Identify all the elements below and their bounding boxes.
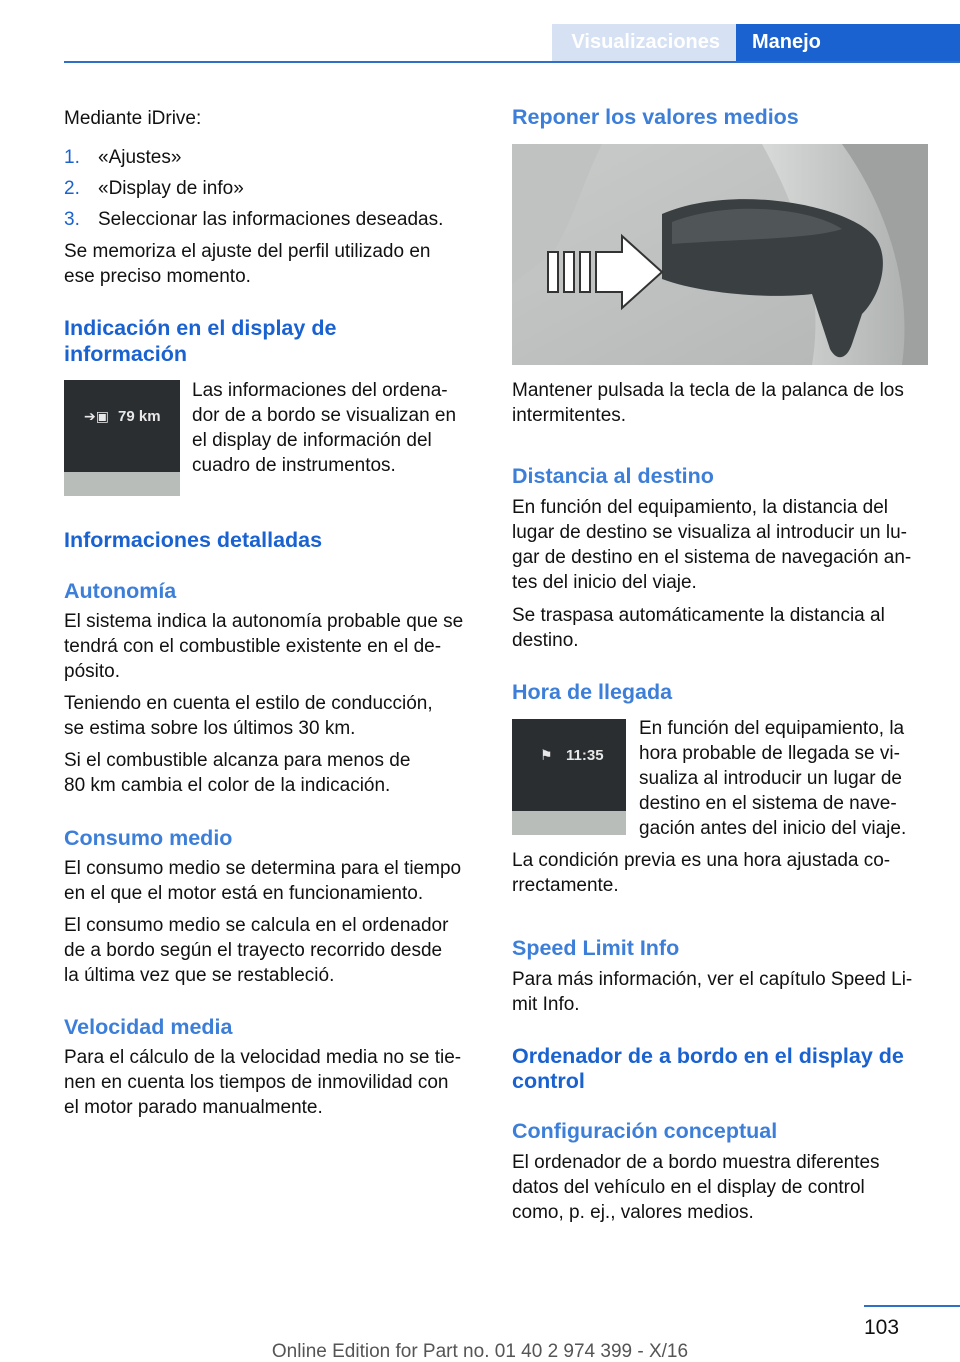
header-rule [64,61,960,63]
avg-speed-text: Para el cálculo de la velocidad media no se tie‐ [64,1047,462,1068]
heading-range: Autonomía [64,579,177,603]
range-text: se estima sobre los últimos 30 km. [64,718,356,739]
concept-text: datos del vehículo en el display de control [512,1177,865,1198]
list-item [64,176,484,201]
heading-avg-speed: Velocidad media [64,1015,233,1039]
heading-onboard-computer: control [512,1069,585,1093]
heading-onboard-computer: Ordenador de a bordo en el display de [512,1044,904,1068]
concept-text: como, p. ej., valores medios. [512,1202,754,1223]
consumption-text: de a bordo según el trayecto recorrido desde [64,940,443,961]
turn-signal-lever-image [512,144,928,365]
page-number: 103 [864,1316,900,1339]
info-text: cuadro de instrumentos. [192,455,396,476]
info-display-image [64,380,180,496]
heading-info-display: Indicación en el display de [64,316,337,340]
distance-text: destino. [512,630,579,651]
list-number: 3. [64,209,80,230]
heading-info-display: información [64,342,188,366]
info-text: dor de a bordo se visualizan en [192,405,457,426]
distance-text: En función del equipamiento, la distancia del [512,497,889,518]
display-strip [512,811,626,835]
memo-line: ese preciso momento. [64,266,251,287]
info-text: el display de información del [192,430,432,451]
consumption-text: El consumo medio se determina para el tiempo [64,858,462,879]
arrival-display-image [512,719,626,835]
heading-arrival: Hora de llegada [512,680,673,704]
distance-text: Se traspasa automáticamente la distancia al [512,605,885,626]
distance-text: tes del inicio del viaje. [512,572,697,593]
arrival-text: La condición previa es una hora ajustada co‐ [512,850,891,871]
intro-text: Mediante iDrive: [64,108,202,129]
speed-limit-text: Para más información, ver el capítulo Speed Li‐ [512,969,913,990]
distance-text: gar de destino en el sistema de navegación an‐ [512,547,912,568]
range-text: 80 km cambia el color de la indicación. [64,775,391,796]
range-text: El sistema indica la autonomía probable que se [64,611,464,632]
display-range-value: 79 km [118,408,161,425]
avg-speed-text: nen en cuenta los tiempos de inmovilidad con [64,1072,449,1093]
arrival-text: hora probable de llegada se vi‐ [639,743,900,764]
list-item [64,145,484,170]
header-tab-chapter: Manejo [736,24,960,61]
heading-distance: Distancia al destino [512,464,714,488]
arrival-text: rrectamente. [512,875,619,896]
consumption-text: en el que el motor está en funcionamiento. [64,883,424,904]
range-text: tendrá con el combustible existente en el de‐ [64,636,442,657]
header-tab-section: Visualizaciones [552,24,736,61]
heading-consumption: Consumo medio [64,826,233,850]
avg-speed-text: el motor parado manualmente. [64,1097,323,1118]
list-text: «Display de info» [98,178,244,199]
list-number: 1. [64,147,80,168]
distance-text: lugar de destino se visualiza al introducir un lu‐ [512,522,907,543]
speed-limit-text: mit Info. [512,994,580,1015]
list-number: 2. [64,178,80,199]
range-text: Teniendo en cuenta el estilo de conducción, [64,693,433,714]
display-clock-value: 11:35 [566,747,604,764]
consumption-text: la última vez que se restableció. [64,965,335,986]
arrival-text: En función del equipamiento, la [639,718,905,739]
list-text: Seleccionar las informaciones deseadas. [98,209,444,230]
concept-text: El ordenador de a bordo muestra diferentes [512,1152,880,1173]
info-text: Las informaciones del ordena‐ [192,380,448,401]
edition-footer: Online Edition for Part no. 01 40 2 974 399 - X/16 [271,1341,689,1362]
range-text: pósito. [64,661,120,682]
flag-icon: ⚑ [540,747,553,763]
heading-concept: Configuración conceptual [512,1119,778,1143]
range-text: Si el combustible alcanza para menos de [64,750,411,771]
heading-speed-limit-info: Speed Limit Info [512,936,680,960]
heading-details: Informaciones detalladas [64,528,323,552]
reset-text: Mantener pulsada la tecla de la palanca de los [512,380,904,401]
display-strip [64,472,180,496]
consumption-text: El consumo medio se calcula en el ordenador [64,915,449,936]
footer-rule [864,1305,960,1307]
arrival-text: destino en el sistema de nave‐ [639,793,897,814]
memo-line: Se memoriza el ajuste del perfil utilizado en [64,241,431,262]
heading-reset: Reponer los valores medios [512,105,799,129]
reset-text: intermitentes. [512,405,627,426]
arrival-text: sualiza al introducir un lugar de [639,768,902,789]
list-text: «Ajustes» [98,147,182,168]
range-fuel-icon: ➔▣ [84,408,109,424]
arrival-text: gación antes del inicio del viaje. [639,818,907,839]
list-item [64,207,484,232]
